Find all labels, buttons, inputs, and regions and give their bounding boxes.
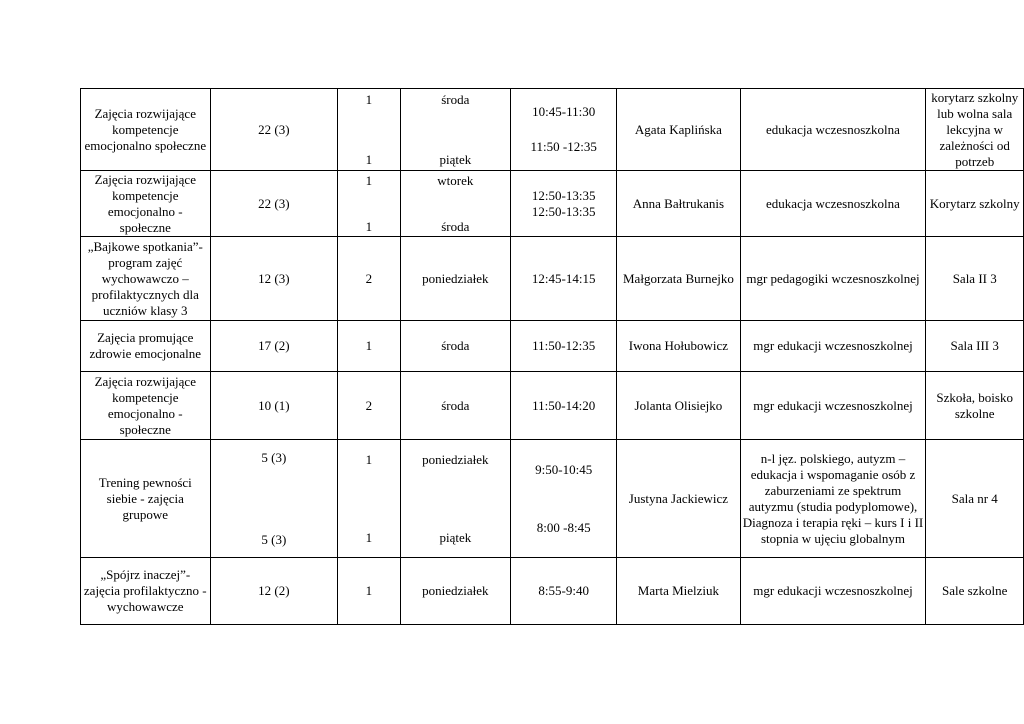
day-value: wtorek [437,172,474,188]
participants-count: 17 (2) [210,321,338,372]
table-row [81,440,1024,558]
hours-value: 1 [365,218,373,234]
participants-count: 5 (3) [261,449,287,465]
teacher-name: Agata Kaplińska [617,89,740,171]
hours-value: 2 [338,237,400,321]
qualification: mgr edukacji wczesnoszkolnej [740,372,926,440]
room: Sala III 3 [926,321,1024,372]
hours-cell [338,89,400,171]
room: Szkoła, boisko szkolne [926,372,1024,440]
participants-count: 12 (2) [210,558,338,625]
participants-count: 5 (3) [261,531,287,547]
hours-value: 1 [338,558,400,625]
activity-name: Zajęcia rozwijające kompetencje emocjonalno - społeczne [81,171,211,237]
participants-count: 22 (3) [210,89,338,171]
teacher-name: Justyna Jackiewicz [617,440,740,558]
activity-name: Zajęcia rozwijające kompetencje emocjonalno społeczne [81,89,211,171]
room: korytarz szkolny lub wolna sala lekcyjna w zależności od potrzeb [926,89,1024,171]
day-value: poniedziałek [400,237,511,321]
day-cell [400,440,511,558]
time-value: 12:50-13:35 [531,187,596,203]
hours-cell [338,440,400,558]
participants-count: 10 (1) [210,372,338,440]
hours-value: 1 [365,451,373,467]
table-row [81,372,1024,440]
teacher-name: Iwona Hołubowicz [617,321,740,372]
activity-name: „Spójrz inaczej”- zajęcia profilaktyczno - wychowawcze [81,558,211,625]
time-cell [511,440,617,558]
time-cell [511,171,617,237]
qualification: mgr edukacji wczesnoszkolnej [740,558,926,625]
day-cell [400,171,511,237]
hours-value: 2 [338,372,400,440]
day-value: środa [441,218,470,234]
qualification: mgr edukacji wczesnoszkolnej [740,321,926,372]
day-value: środa [400,372,511,440]
room: Korytarz szkolny [926,171,1024,237]
time-value: 11:50-12:35 [511,321,617,372]
hours-value: 1 [365,529,373,545]
time-value: 12:50-13:35 [531,203,596,219]
hours-value: 1 [365,91,373,107]
time-value: 9:50-10:45 [535,461,593,477]
qualification: edukacja wczesnoszkolna [740,171,926,237]
qualification: edukacja wczesnoszkolna [740,89,926,171]
room: Sale szkolne [926,558,1024,625]
teacher-name: Marta Mielziuk [617,558,740,625]
participants-count: 12 (3) [210,237,338,321]
hours-value: 1 [365,151,373,167]
day-cell [400,89,511,171]
qualification: n-l jęz. polskiego, autyzm – edukacja i wspomaganie osób z zaburzeniami ze spektrum autyzmu (studia podyplomowe), Diagnoza i terapia ręki – kurs I i II stopnia w ujęciu globalnym [740,440,926,558]
day-value: poniedziałek [400,558,511,625]
participants-count: 22 (3) [210,171,338,237]
time-value: 11:50-14:20 [511,372,617,440]
teacher-name: Anna Bałtrukanis [617,171,740,237]
qualification: mgr pedagogiki wczesnoszkolnej [740,237,926,321]
time-value: 12:45-14:15 [511,237,617,321]
day-value: poniedziałek [422,451,489,467]
time-cell [511,89,617,171]
time-value: 8:00 -8:45 [536,519,591,535]
day-value: środa [441,91,470,107]
teacher-name: Jolanta Olisiejko [617,372,740,440]
hours-cell [338,171,400,237]
time-value: 10:45-11:30 [532,104,596,119]
teacher-name: Małgorzata Burnejko [617,237,740,321]
hours-value: 1 [338,321,400,372]
schedule-table [80,88,1024,625]
room: Sala II 3 [926,237,1024,321]
day-value: piątek [439,529,472,545]
hours-value: 1 [365,172,373,188]
activity-name: Trening pewności siebie - zajęcia grupowe [81,440,211,558]
table-row [81,558,1024,625]
time-value: 8:55-9:40 [511,558,617,625]
day-value: piątek [439,151,472,167]
table-row [81,237,1024,321]
room: Sala nr 4 [926,440,1024,558]
table-row [81,89,1024,171]
day-value: środa [400,321,511,372]
table-row [81,171,1024,237]
activity-name: Zajęcia promujące zdrowie emocjonalne [81,321,211,372]
table-row [81,321,1024,372]
time-value: 11:50 -12:35 [530,139,597,154]
activity-name: „Bajkowe spotkania”- program zajęć wychowawczo – profilaktycznych dla uczniów klasy 3 [81,237,211,321]
activity-name: Zajęcia rozwijające kompetencje emocjonalno - społeczne [81,372,211,440]
participants-cell [210,440,338,558]
